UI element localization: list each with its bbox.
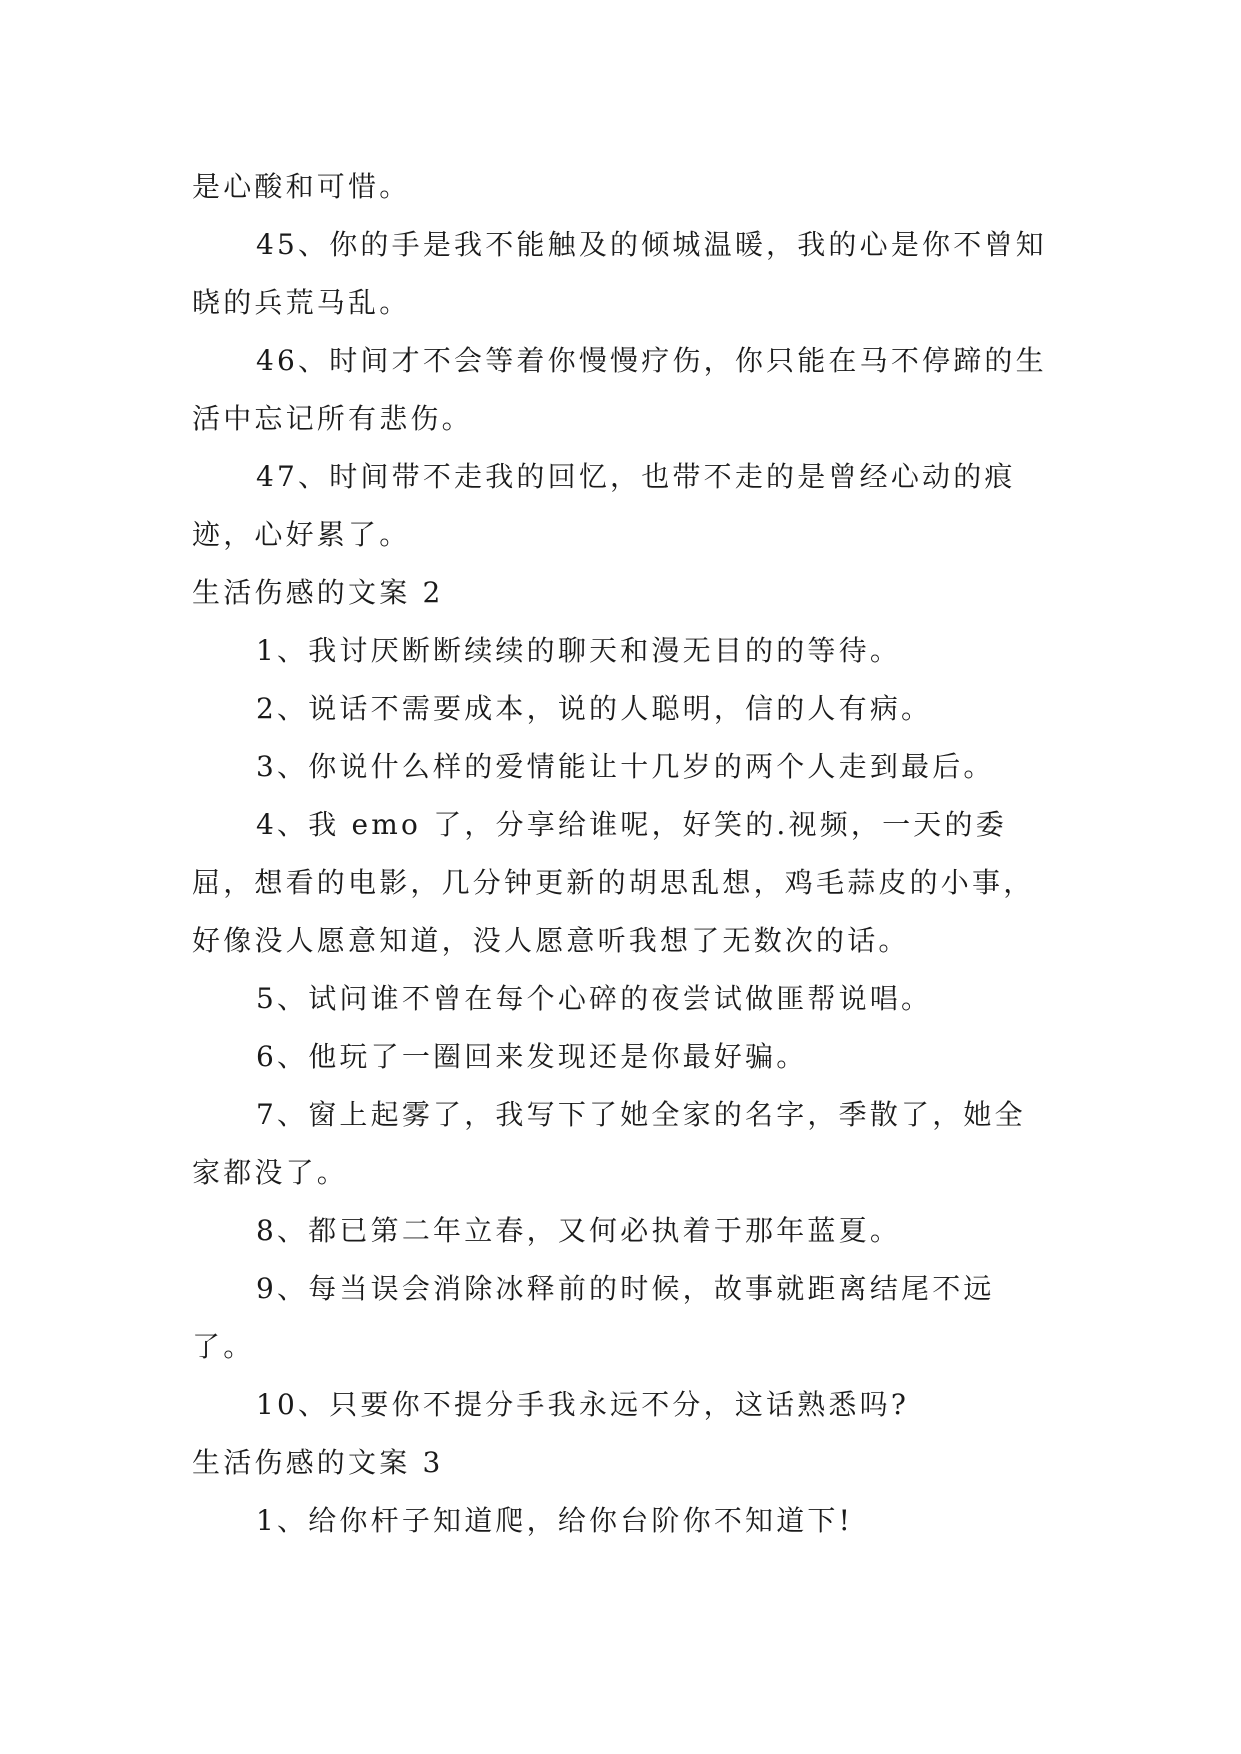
list-item-3: 3、你说什么样的爱情能让十几岁的两个人走到最后。 — [256, 750, 995, 783]
section-heading-3: 生活伤感的文案 3 — [192, 1446, 444, 1479]
list-item-2: 2、说话不需要成本，说的人聪明，信的人有病。 — [256, 692, 933, 725]
list-item-45: 45、你的手是我不能触及的倾城温暖，我的心是你不曾知晓的兵荒马乱。 — [192, 228, 1047, 319]
list-item-5: 5、试问谁不曾在每个心碎的夜尝试做匪帮说唱。 — [256, 982, 933, 1015]
list-item-6: 6、他玩了一圈回来发现还是你最好骗。 — [256, 1040, 808, 1073]
list-item-7: 7、窗上起雾了，我写下了她全家的名字，季散了，她全家都没了。 — [192, 1098, 1026, 1189]
paragraph-continuation: 是心酸和可惜。 — [192, 170, 411, 203]
list-item-1: 1、我讨厌断断续续的聊天和漫无目的的等待。 — [256, 634, 902, 667]
list-item-46: 46、时间才不会等着你慢慢疗伤，你只能在马不停蹄的生活中忘记所有悲伤。 — [192, 344, 1047, 435]
list-item-4: 4、我 emo 了，分享给谁呢，好笑的.视频，一天的委屈，想看的电影，几分钟更新的胡思乱想，鸡毛蒜皮的小事，好像没人愿意知道，没人愿意听我想了无数次的话。 — [192, 808, 1035, 957]
section-heading-2: 生活伤感的文案 2 — [192, 576, 444, 609]
list-item-1-section-3: 1、给你杆子知道爬，给你台阶你不知道下! — [256, 1504, 854, 1537]
list-item-8: 8、都已第二年立春，又何必执着于那年蓝夏。 — [256, 1214, 902, 1247]
list-item-47: 47、时间带不走我的回忆，也带不走的是曾经心动的痕迹，心好累了。 — [192, 460, 1016, 551]
document-body — [192, 158, 1050, 1550]
list-item-9: 9、每当误会消除冰释前的时候，故事就距离结尾不远了。 — [192, 1272, 995, 1363]
list-item-10: 10、只要你不提分手我永远不分，这话熟悉吗? — [256, 1388, 910, 1421]
